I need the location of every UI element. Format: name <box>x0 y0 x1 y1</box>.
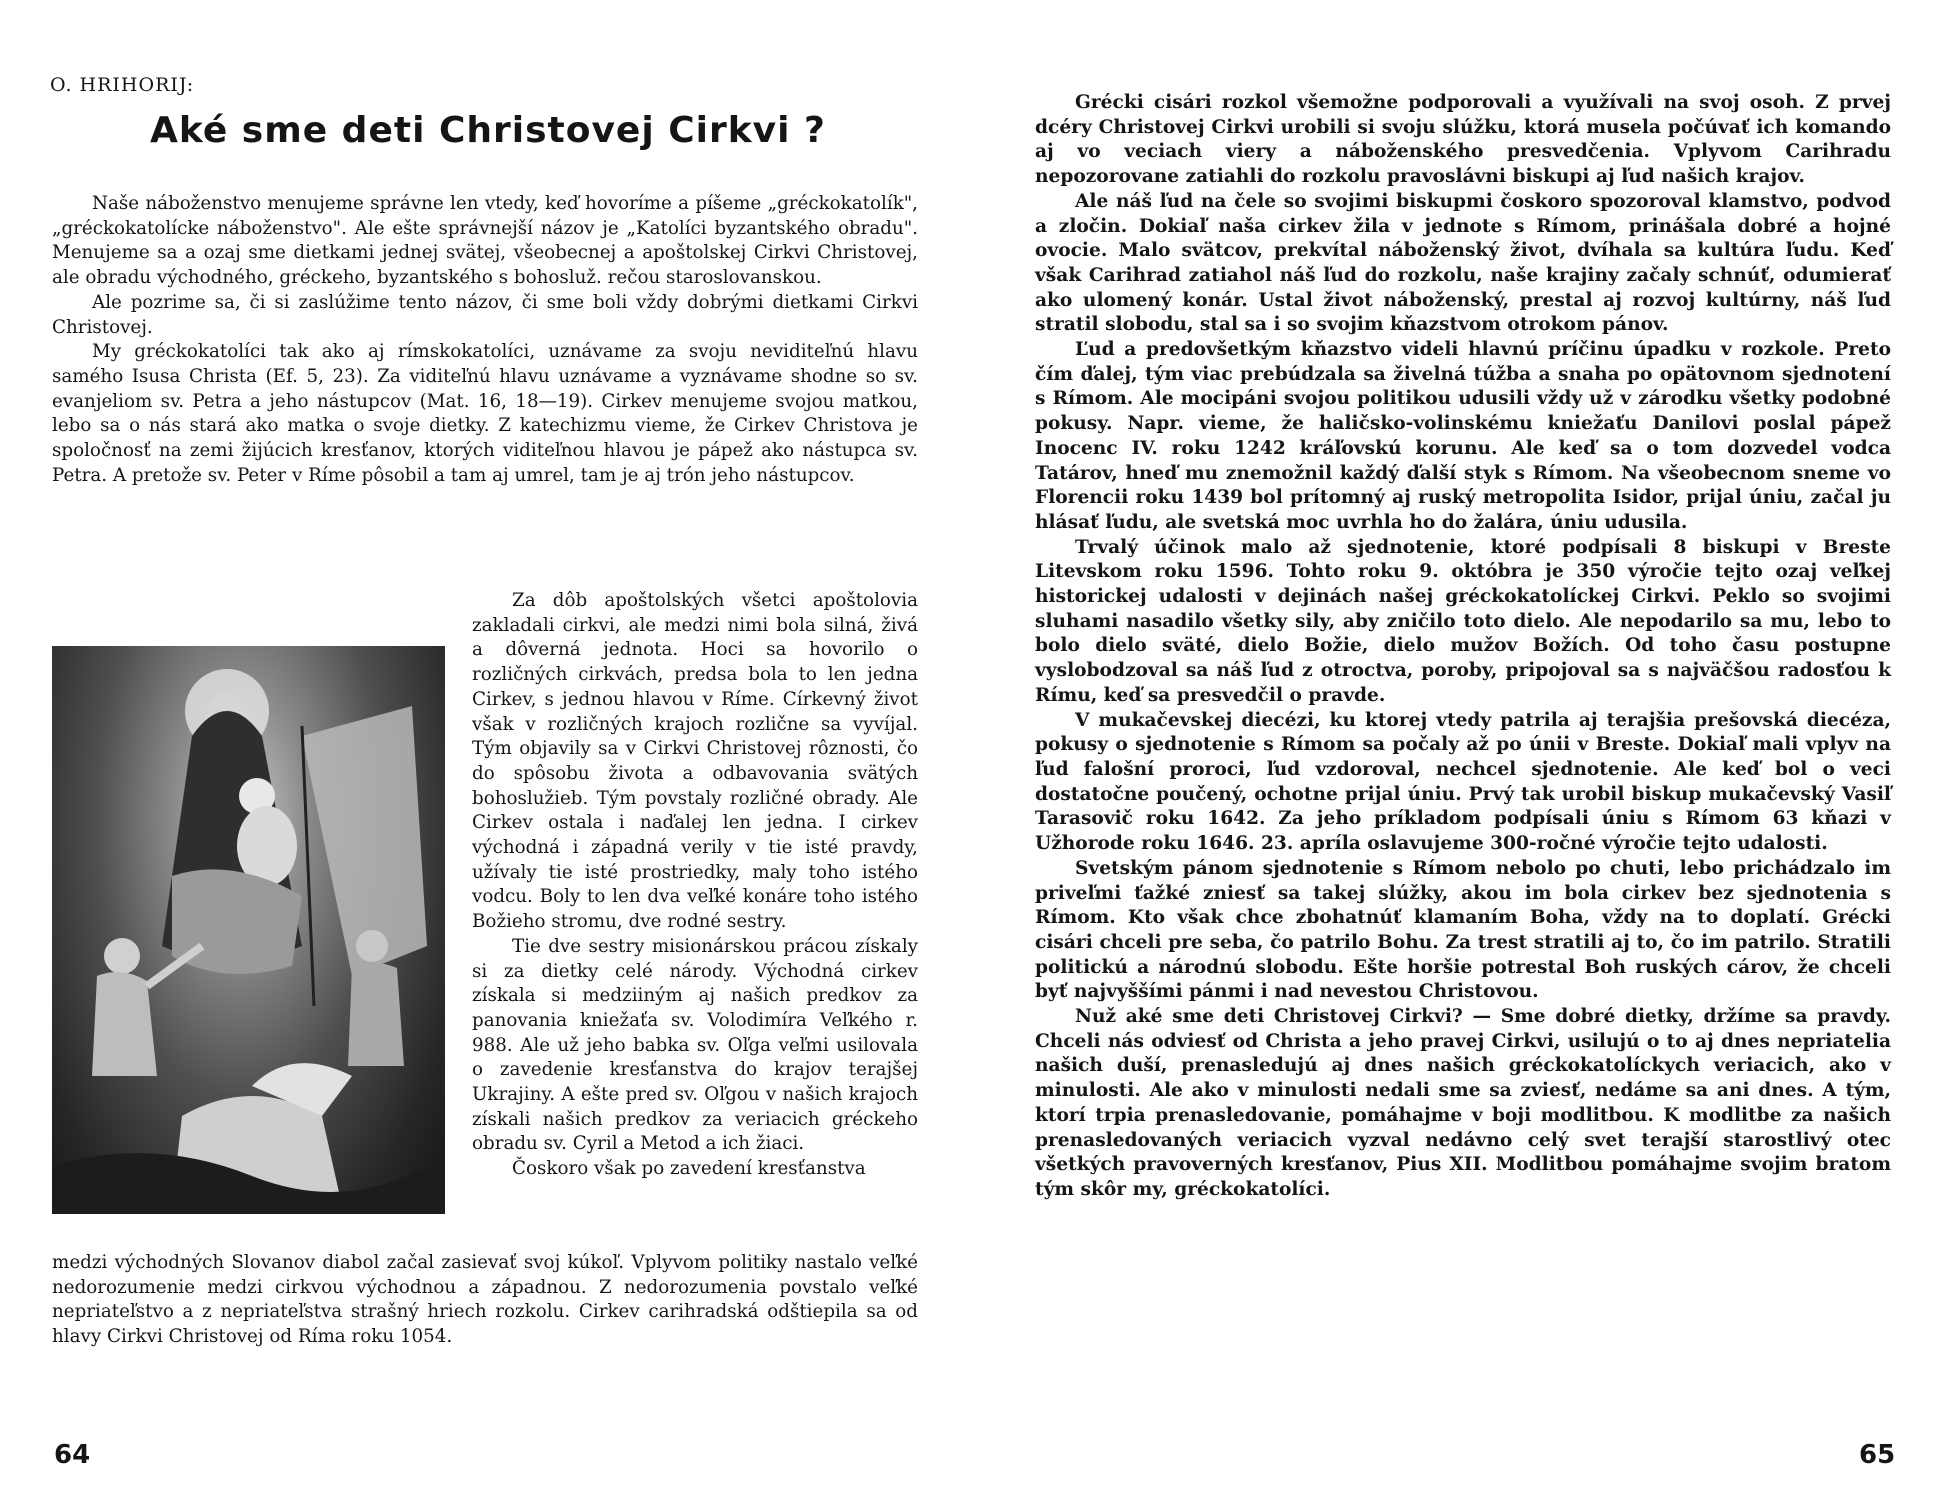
paragraph: Ale náš ľud na čele so svojimi biskupmi čoskoro spozoroval klamstvo, podvod a zločin. Dokiaľ naša cirkev žila v jednote s Rímom, prinášala dobré a hojné ovocie. Malo svätcov, prekvítal náboženský život, dvíhala sa kultúra ľudu. Keď však Carihrad zatiahol náš ľud do rozkolu, naše krajiny začaly schnúť, odumierať ako ulomený konár. Ustal život náboženský, prestal aj rozvoj kultúrny, náš ľud stratil slobodu, stal sa i so svojim kňazstvom otrokom pánov. <box>1035 190 1891 336</box>
right-page <box>977 0 1954 1500</box>
madonna-illustration <box>52 646 445 1214</box>
paragraph: Trvalý účinok malo až sjednotenie, ktoré podpísali 8 biskupi v Breste Litevskom roku 1596. Tohto roku 9. októbra je 350 výročie tejto ozaj veľkej historickej udalosti v dejinách našej gréckokatolíckej Cirkvi. Peklo so svojimi sluhami nasadilo všetky sily, aby zničilo toto dielo. Ale nepodarilo sa mu, lebo to bolo dielo sväté, dielo Božie, dielo mužov Božích. Od toho času postupne vyslobodzoval sa náš ľud z otroctva, poroby, pripojoval sa s najväčšou radosťou k Rímu, keď sa presvedčil o pravde. <box>1035 536 1891 706</box>
madonna-drawing <box>52 646 445 1214</box>
article-title: Aké sme deti Christovej Cirkvi ? <box>150 110 826 151</box>
left-side-text <box>472 589 918 1182</box>
left-bottom-text <box>52 1251 918 1350</box>
paragraph: Tie dve sestry misionárskou prácou získaly si za dietky celé národy. Východná cirkev získala si medziiným aj našich predkov za panovania kniežaťa sv. Volodimíra Veľkého r. 988. Ale už jeho babka sv. Oľga veľmi usilovala o zavedenie kresťanstva do krajov terajšej Ukrajiny. A ešte pred sv. Oľgou v našich krajoch získali našich predkov za veriacich gréckeho obradu sv. Cyril a Metod a ich žiaci. <box>472 935 918 1155</box>
right-column-text <box>1035 91 1891 1203</box>
paragraph: Naše náboženstvo menujeme správne len vtedy, keď hovoríme a píšeme „gréckokatolík", „gréckokatolícke náboženstvo". Ale ešte správnejší názov je „Katolíci byzantského obradu". Menujeme sa a ozaj sme dietkami jednej svätej, všeobecnej a apoštolskej Cirkvi Christovej, ale obradu východného, gréckeho, byzantského s bohosluž. rečou staroslovanskou. <box>52 193 918 289</box>
paragraph: My gréckokatolíci tak ako aj rímskokatolíci, uznávame za svoju neviditeľnú hlavu samého Isusa Christa (Ef. 5, 23). Za viditeľnú hlavu uznávame a vyznávame shodne so sv. evanjeliom sv. Petra a jeho nástupcov (Mat. 16, 18—19). Cirkev menujeme svojou matkou, lebo sa o nás stará ako matka o svoje dietky. Z katechizmu vieme, že Cirkev Christova je spoločnosť na zemi žijúcich kresťanov, ktorých viditeľnou hlavou je pápež ako nástupca sv. Petra. A pretože sv. Peter v Ríme pôsobil a tam aj umrel, tam je aj trón jeho nástupcov. <box>52 341 918 486</box>
paragraph: Čoskoro však po zavedení kresťanstva <box>512 1158 866 1180</box>
paragraph: Nuž aké sme deti Christovej Cirkvi? — Sme dobré dietky, držíme sa pravdy. Chceli nás odviesť od Christa a jeho pravej Cirkvi, usilujú o to aj dnes nepriatelia našich duší, prenasledujú aj dnes našich gréckokatolíckych veriacich, ako v minulosti. Ale ako v minulosti nedali sme sa zviesť, nedáme sa ani dnes. A tým, ktorí trpia prenasledovanie, pomáhajme v boji modlitbou. K modlitbe za našich prenasledovaných veriacich vyzval nedávno celý svet terajší starostlivý otec všetkých pravoverných kresťanov, Pius XII. Modlitbou pomáhajme svojim bratom tým skôr my, gréckokatolíci. <box>1035 1006 1891 1200</box>
paragraph: medzi východných Slovanov diabol začal zasievať svoj kúkoľ. Vplyvom politiky nastalo veľké nedorozumenie medzi cirkvou východnou a západnou. Z nedorozumenia povstalo veľké nepriateľstvo a z nepriateľstva strašný hriech rozkolu. Cirkev carihradská odštiepila sa od hlavy Cirkvi Christovej od Ríma roku 1054. <box>52 1252 918 1348</box>
paragraph: Ale pozrime sa, či si zaslúžime tento názov, či sme boli vždy dobrými dietkami Cirkvi Christovej. <box>52 291 918 338</box>
paragraph: Grécki cisári rozkol všemožne podporovali a využívali na svoj osoh. Z prvej dcéry Christovej Cirkvi urobili si svoju slúžku, ktorá musela počúvať ich komando aj vo veciach viery a náboženského presvedčenia. Vplyvom Carihradu nepozorovane zatiahli do rozkolu pravoslávni biskupi aj ľud našich krajov. <box>1035 92 1891 188</box>
author-name: O. HRIHORIJ: <box>50 74 195 96</box>
paragraph: Ľud a predovšetkým kňazstvo videli hlavnú príčinu úpadku v rozkole. Preto čím ďalej, tým viac prebúdzala sa živelná túžba a snaha po opätovnom sjednotení s Rímom. Ale mocipáni svojou politikou udusili vždy už v zárodku všetky podobné pokusy. Napr. vieme, že haličsko-volinskému kniežaťu Danilovi poslal pápež Inocenc IV. roku 1242 kráľovskú korunu. Ale keď sa o tom dozvedel vodca Tatárov, hneď mu znemožnil každý ďalší styk s Rímom. Na všeobecnom sneme vo Florencii roku 1439 bol prítomný aj ruský metropolita Isidor, prijal úniu, začal ju hlásať ľudu, ale svetská moc uvrhla ho do žalára, úniu udusila. <box>1035 339 1891 533</box>
left-top-text <box>52 192 918 488</box>
paragraph: Svetským pánom sjednotenie s Rímom nebolo po chuti, lebo prichádzalo im priveľmi ťažké zniesť sa takej slúžky, akou im bola cirkev bez sjednotenia s Rímom. Kto však chce zbohatnúť klamaním Boha, vždy na to doplatí. Grécki cisári chceli pre seba, čo patrilo Bohu. Za trest stratili aj to, čo im patrilo. Stratili politickú a národnú slobodu. Ešte horšie potrestal Boh ruských cárov, že chceli byť najvyššími pánmi i nad nevestou Christovou. <box>1035 857 1891 1003</box>
page-number: 65 <box>1859 1440 1896 1470</box>
page-number: 64 <box>54 1440 91 1470</box>
paragraph: V mukačevskej diecézi, ku ktorej vtedy patrila aj terajšia prešovská diecéza, pokusy o sjednotenie s Rímom sa počaly až po únii v Breste. Dokiaľ mali vplyv na ľud falošní proroci, ľud vzdoroval, nechcel sjednotenie. Ale keď bol o veci dostatočne poučený, ochotne prijal úniu. Prvý tak urobil biskup mukačevský Vasiľ Tarasovič roku 1642. Za jeho príkladom podpísali úniu s Rímom 63 kňazi v Užhorode roku 1646. 23. apríla oslavujeme 300-ročné výročie tejto udalosti. <box>1035 709 1891 855</box>
paragraph: Za dôb apoštolských všetci apoštolovia zakladali cirkvi, ale medzi nimi bola silná, živá a dôverná jednota. Hoci sa hovorilo o rozličných cirkvách, predsa bola to len jedna Cirkev, s jednou hlavou v Ríme. Církevný život však v rozličných krajoch rozlične sa vyvíjal. Tým objavily sa v Cirkvi Christovej rôznosti, čo do spôsobu života a odbavovania svätých bohoslužieb. Tým povstaly rozličné obrady. Ale Cirkev ostala i naďalej len jedna. I cirkev východná i západná verily v tie isté pravdy, užívaly tie isté prostriedky, maly toho istého vodcu. Boly to len dva veľké konáre toho istého Božieho stromu, dve rodné sestry. <box>472 590 918 933</box>
